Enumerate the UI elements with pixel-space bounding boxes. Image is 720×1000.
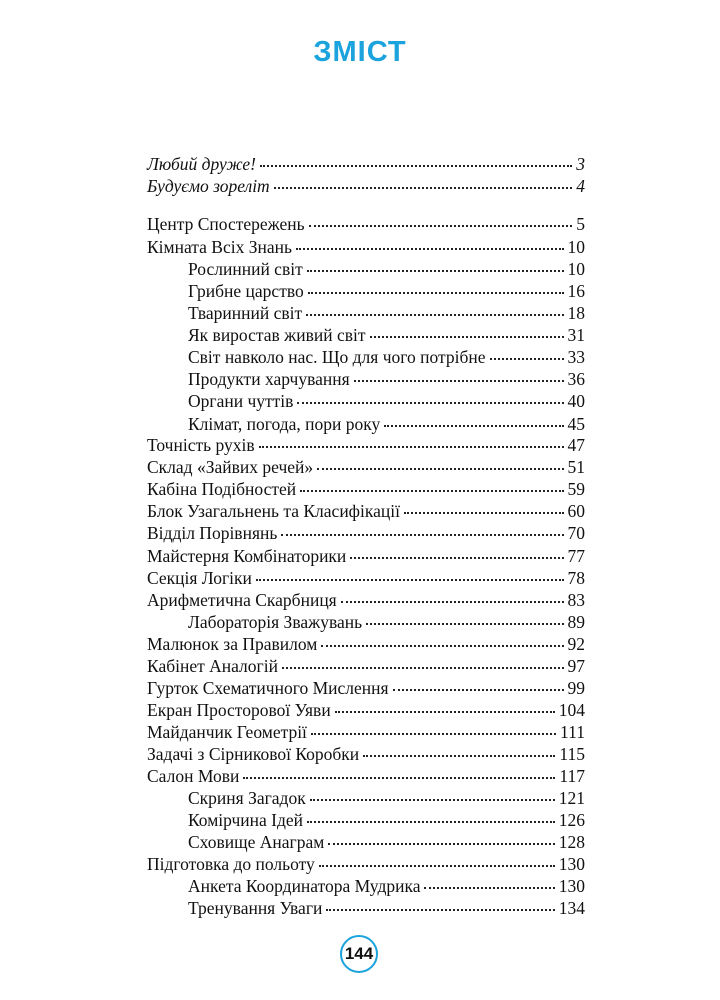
dot-leader (341, 597, 564, 603)
toc-entry-page: 83 (567, 590, 585, 610)
dot-leader (307, 266, 564, 272)
toc-entry-title: Анкета Координатора Мудрика (188, 876, 421, 896)
toc-entry[interactable] (188, 787, 585, 809)
toc-entry-page: 33 (567, 347, 585, 367)
toc-entry[interactable] (147, 721, 585, 743)
toc-entry-title: Лабораторія Зважувань (188, 612, 363, 632)
dot-leader (307, 817, 555, 823)
toc-entry-page: 60 (567, 501, 585, 521)
toc-entry[interactable] (188, 280, 585, 302)
toc-entry[interactable] (147, 153, 585, 175)
dot-leader (297, 398, 563, 404)
toc-entry[interactable] (147, 677, 585, 699)
dot-leader (404, 508, 564, 514)
page-title: ЗМІСТ (313, 36, 407, 68)
toc-entry-title: Кімната Всіх Знань (147, 237, 292, 257)
toc-entry[interactable] (147, 655, 585, 677)
toc-entry-page: 59 (567, 479, 585, 499)
toc-entry-page: 5 (576, 214, 585, 234)
dot-leader (260, 161, 572, 167)
dot-leader (259, 442, 564, 448)
toc-entry[interactable] (188, 831, 585, 853)
toc-entry[interactable] (188, 258, 585, 280)
toc-entry[interactable] (147, 236, 585, 258)
toc-entry-title: Салон Мови (147, 766, 240, 786)
toc-entry-page: 99 (567, 678, 585, 698)
toc-entry-title: Клімат, погода, пори року (188, 414, 381, 434)
toc-entry-page: 128 (558, 832, 585, 852)
toc-entry-page: 97 (567, 656, 585, 676)
toc-entry-page: 104 (558, 700, 585, 720)
dot-leader (243, 773, 555, 779)
toc-entry-title: Любий друже! (147, 154, 256, 174)
toc-entry-page: 4 (576, 176, 585, 196)
toc-entry[interactable] (188, 368, 585, 390)
toc-entry-page: 10 (567, 259, 585, 279)
toc-entry-title: Сховище Анаграм (188, 832, 325, 852)
toc-entry[interactable] (188, 611, 585, 633)
toc-entry-title: Органи чуттів (188, 391, 294, 411)
toc-entry-page: 47 (567, 435, 585, 455)
toc-entry-title: Світ навколо нас. Що для чого потрібне (188, 347, 486, 367)
toc-entry-title: Відділ Порівнянь (147, 523, 278, 543)
toc-entry-title: Майданчик Геометрії (147, 722, 307, 742)
toc-entry[interactable] (147, 699, 585, 721)
dot-leader (256, 575, 564, 581)
dot-leader (424, 883, 554, 889)
toc-entry[interactable] (188, 897, 585, 919)
toc-entry-page: 92 (567, 634, 585, 654)
toc-entry-title: Склад «Зайвих речей» (147, 457, 314, 477)
toc-entry-title: Комірчина Ідей (188, 810, 304, 830)
toc-entry-title: Секція Логіки (147, 568, 252, 588)
toc-entry[interactable] (188, 302, 585, 324)
toc-entry-title: Рослинний світ (188, 259, 303, 279)
dot-leader (335, 707, 555, 713)
toc-entry[interactable] (188, 346, 585, 368)
toc-entry[interactable] (147, 633, 585, 655)
toc-entry-page: 117 (559, 766, 585, 786)
toc-entry-page: 130 (558, 854, 585, 874)
toc-entry-title: Тренування Уваги (188, 898, 323, 918)
toc-entry-page: 18 (567, 303, 585, 323)
toc-entry[interactable] (147, 213, 585, 235)
toc-entry[interactable] (147, 500, 585, 522)
dot-leader (319, 861, 555, 867)
toc-entry[interactable] (147, 743, 585, 765)
dot-leader (490, 354, 564, 360)
toc-entry[interactable] (188, 390, 585, 412)
toc-entry-page: 70 (567, 523, 585, 543)
dot-leader (366, 619, 563, 625)
toc-entry-title: Продукти харчування (188, 369, 350, 389)
toc-entry-page: 77 (567, 546, 585, 566)
toc-entry-title: Грибне царство (188, 281, 304, 301)
toc-entry-page: 16 (567, 281, 585, 301)
toc-entry-title: Екран Просторової Уяви (147, 700, 331, 720)
dot-leader (282, 663, 564, 669)
toc-entry[interactable] (147, 478, 585, 500)
toc-entry-page: 45 (567, 414, 585, 434)
dot-leader (354, 376, 564, 382)
toc-entry-page: 40 (567, 391, 585, 411)
toc-entry[interactable] (147, 434, 585, 456)
toc-entry-page: 130 (558, 876, 585, 896)
toc-entry[interactable] (188, 875, 585, 897)
dot-leader (296, 244, 564, 250)
dot-leader (370, 332, 564, 338)
toc-entry-title: Тваринний світ (188, 303, 303, 323)
toc-entry-title: Арифметична Скарбниця (147, 590, 337, 610)
dot-leader (326, 905, 554, 911)
toc-entry-title: Кабінет Аналогій (147, 656, 278, 676)
dot-leader (306, 310, 563, 316)
toc-entry[interactable] (147, 175, 585, 197)
toc-entry-title: Малюнок за Правилом (147, 634, 318, 654)
dot-leader (311, 729, 556, 735)
toc-entry-page: 121 (558, 788, 585, 808)
dot-leader (310, 795, 555, 801)
toc-entry[interactable] (147, 545, 585, 567)
toc-entry-title: Майстерня Комбінаторики (147, 546, 347, 566)
toc-entry[interactable] (188, 324, 585, 346)
dot-leader (281, 530, 563, 536)
toc-entry-page: 51 (567, 457, 585, 477)
toc-entry-page: 3 (576, 154, 585, 174)
toc-entry-title: Як виростав живий світ (188, 325, 366, 345)
toc-entry[interactable] (188, 413, 585, 435)
toc-entry-title: Будуємо зореліт (147, 176, 270, 196)
dot-leader (321, 641, 563, 647)
toc-entry[interactable] (147, 522, 585, 544)
dot-leader (363, 751, 555, 757)
toc-entry[interactable] (147, 765, 585, 787)
dot-leader (274, 183, 573, 189)
dot-leader (384, 421, 563, 427)
toc-entry-page: 111 (560, 722, 585, 742)
toc-entry-title: Центр Спостережень (147, 214, 305, 234)
dot-leader (309, 221, 573, 227)
toc-entry-title: Підготовка до польоту (147, 854, 315, 874)
toc-entry[interactable] (188, 809, 585, 831)
page-number-badge (340, 935, 378, 973)
toc-entry-page: 134 (558, 898, 585, 918)
toc-entry-page: 126 (558, 810, 585, 830)
toc-entry-title: Блок Узагальнень та Класифікації (147, 501, 400, 521)
toc-entry[interactable] (147, 567, 585, 589)
toc-entry-page: 89 (567, 612, 585, 632)
toc-entry-title: Скриня Загадок (188, 788, 306, 808)
toc-entry-title: Гурток Схематичного Мислення (147, 678, 389, 698)
dot-leader (317, 464, 563, 470)
toc-entry[interactable] (147, 589, 585, 611)
toc-entry-page: 10 (567, 237, 585, 257)
toc-entry-title: Кабіна Подібностей (147, 479, 297, 499)
toc-entry-page: 78 (567, 568, 585, 588)
toc-entry-page: 31 (567, 325, 585, 345)
toc-entry-page: 115 (559, 744, 585, 764)
dot-leader (328, 839, 554, 845)
dot-leader (350, 553, 563, 559)
toc-entry[interactable] (147, 853, 585, 875)
toc-entry-page: 36 (567, 369, 585, 389)
toc-entry-title: Задачі з Сірникової Коробки (147, 744, 360, 764)
toc-entry[interactable] (147, 456, 585, 478)
toc-entry-title: Точність рухів (147, 435, 255, 455)
dot-leader (308, 288, 564, 294)
dot-leader (393, 685, 564, 691)
dot-leader (300, 486, 563, 492)
page-number: 144 (344, 944, 374, 963)
